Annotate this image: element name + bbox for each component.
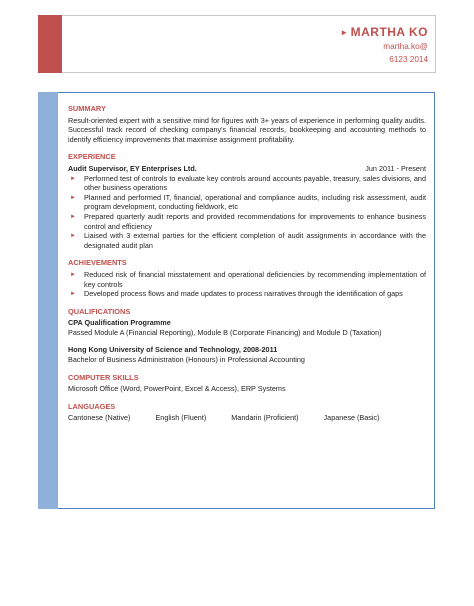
- list-item: [68, 212, 426, 231]
- university-detail: Bachelor of Business Administration (Honours) in Professional Accounting: [68, 355, 305, 365]
- experience-dates: Jun 2011 - Present: [365, 163, 426, 173]
- list-item: [68, 270, 426, 289]
- language-item: Japanese (Basic): [323, 413, 380, 423]
- email: martha.ko@: [383, 42, 428, 51]
- experience-title: EXPERIENCE: [68, 152, 116, 162]
- bullet-text: Liaised with 3 external parties for the efficient completion of audit assignments in accordance with the designated audit plan: [84, 231, 426, 250]
- body-accent-bar: [38, 92, 58, 509]
- bullet-text: Developed process flows and made updates to process narratives through the identification of gaps: [84, 289, 403, 299]
- qualifications-section: [68, 307, 426, 365]
- languages-title: LANGUAGES: [68, 401, 116, 411]
- skills-text: Microsoft Office (Word, PowerPoint, Excel & Access), ERP Systems: [68, 384, 286, 394]
- language-item: English (Fluent): [155, 413, 207, 423]
- bullet-text: Planned and performed IT, financial, operational and compliance audits, including risk assessment, audit program development, conducting fieldwork, etc: [84, 192, 426, 212]
- summary-section: [68, 104, 426, 144]
- list-item: [68, 174, 426, 193]
- triangle-right-icon: ►: [70, 213, 76, 220]
- bullet-text: Prepared quarterly audit reports and provided recommendations for improvements to enhance business control and efficiency: [84, 211, 426, 231]
- list-item: [68, 231, 426, 250]
- experience-section: [68, 152, 426, 250]
- qualifications-title: QUALIFICATIONS: [68, 306, 131, 316]
- achievements-section: [68, 258, 426, 298]
- university-title: Hong Kong University of Science and Technology, 2008-2011: [68, 345, 278, 355]
- experience-role: Audit Supervisor, EY Enterprises Ltd.: [68, 163, 197, 173]
- triangle-right-icon: ►: [340, 28, 349, 37]
- candidate-name-row: [340, 25, 428, 39]
- candidate-name: MARTHA KO: [350, 25, 428, 39]
- achievements-title: ACHIEVEMENTS: [68, 258, 127, 268]
- summary-text: Result-oriented expert with a sensitive mind for figures with 3+ years of experience in performing quality audits. Successful track record of checking company's financial records, bookkeeping and accounting methods to identify efficiency improvements that maximise assignment profitability.: [68, 115, 426, 144]
- triangle-right-icon: ►: [70, 194, 76, 201]
- language-item: Cantonese (Native): [68, 413, 131, 423]
- summary-title: SUMMARY: [68, 104, 106, 113]
- triangle-right-icon: ►: [70, 175, 76, 182]
- skills-section: [68, 373, 426, 394]
- resume-content: [68, 104, 426, 431]
- list-item: [68, 193, 426, 212]
- experience-role-row: [68, 164, 426, 174]
- language-item: Mandarin (Proficient): [231, 413, 299, 423]
- triangle-right-icon: ►: [70, 271, 76, 278]
- languages-list: [68, 413, 426, 423]
- skills-title: COMPUTER SKILLS: [68, 372, 139, 382]
- cpa-detail: Passed Module A (Financial Reporting), Module B (Corporate Financing) and Module D (Taxation): [68, 327, 382, 337]
- bullet-text: Performed test of controls to evaluate key controls around accounts payable, treasury, sales divisions, and other business operations: [84, 173, 426, 193]
- header-accent-bar: [38, 15, 62, 73]
- phone: 6123 2014: [389, 55, 428, 64]
- achievements-bullets: [68, 270, 426, 299]
- triangle-right-icon: ►: [70, 291, 76, 298]
- list-item: [68, 289, 426, 299]
- header-contact: [340, 25, 428, 65]
- experience-bullets: [68, 174, 426, 251]
- cpa-title: CPA Qualification Programme: [68, 318, 171, 328]
- triangle-right-icon: ►: [70, 233, 76, 240]
- bullet-text: Reduced risk of financial misstatement and operational deficiencies by recommending implementation of key controls: [84, 269, 426, 289]
- languages-section: [68, 402, 426, 423]
